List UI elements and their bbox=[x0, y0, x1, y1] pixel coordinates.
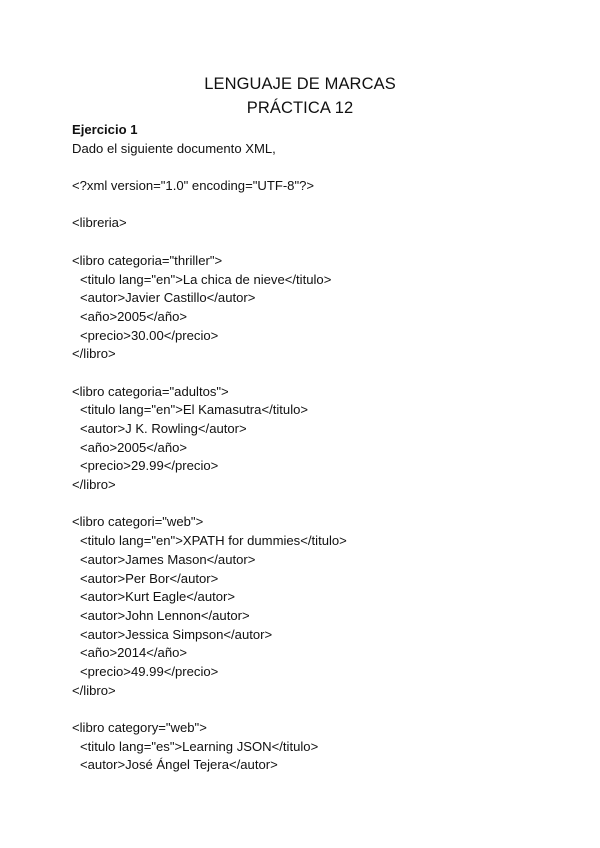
text-line: </libro> bbox=[72, 682, 116, 698]
text-line: <año>2005</año> bbox=[80, 439, 188, 455]
text-line: <precio>49.99</precio> bbox=[80, 663, 219, 679]
document-body bbox=[72, 121, 572, 775]
text-line: </libro> bbox=[72, 477, 116, 493]
text-line: </libro> bbox=[72, 346, 116, 362]
text-line: <precio>30.00</precio> bbox=[80, 327, 219, 343]
text-line: <titulo lang="en">El Kamasutra</titulo> bbox=[80, 402, 309, 418]
text-line bbox=[72, 700, 572, 719]
text-line: <autor>Kurt Eagle</autor> bbox=[80, 589, 236, 605]
document-title: LENGUAJE DE MARCAS bbox=[204, 75, 396, 93]
text-line: <autor>J K. Rowling</autor> bbox=[80, 421, 247, 436]
text-line: <titulo lang="en">XPATH for dummies</titulo> bbox=[80, 533, 347, 549]
text-line bbox=[72, 495, 572, 514]
text-line bbox=[72, 196, 572, 215]
text-line: <autor>Per Bor</autor> bbox=[80, 570, 219, 586]
text-line: <autor>John Lennon</autor> bbox=[80, 607, 250, 623]
text-line: <precio>29.99</precio> bbox=[80, 458, 219, 474]
text-line: Ejercicio 1 bbox=[72, 122, 138, 137]
text-line: <libro category="web"> bbox=[72, 720, 207, 735]
text-line: <libro categoria="thriller"> bbox=[72, 252, 223, 268]
text-line: <año>2005</año> bbox=[80, 308, 188, 324]
text-line: <libreria> bbox=[72, 215, 127, 231]
text-line bbox=[72, 233, 572, 252]
text-line: <autor>James Mason</autor> bbox=[80, 551, 256, 567]
text-line bbox=[72, 158, 572, 177]
text-line: <titulo lang="es">Learning JSON</titulo> bbox=[80, 738, 319, 754]
document-subtitle: PRÁCTICA 12 bbox=[246, 99, 354, 117]
text-line: <?xml version="1.0" encoding="UTF-8"?> bbox=[72, 178, 315, 194]
text-line: <autor>José Ángel Tejera</autor> bbox=[80, 757, 278, 773]
text-line bbox=[72, 364, 572, 383]
text-line: <titulo lang="en">La chica de nieve</titulo> bbox=[80, 271, 332, 287]
text-line: <año>2014</año> bbox=[80, 645, 188, 661]
text-line: <libro categoria="adultos"> bbox=[72, 383, 229, 399]
text-line: <autor>Jessica Simpson</autor> bbox=[80, 626, 273, 642]
text-line: <libro categori="web"> bbox=[72, 514, 204, 530]
text-line: <autor>Javier Castillo</autor> bbox=[80, 290, 256, 306]
text-line: Dado el siguiente documento XML, bbox=[72, 140, 276, 156]
